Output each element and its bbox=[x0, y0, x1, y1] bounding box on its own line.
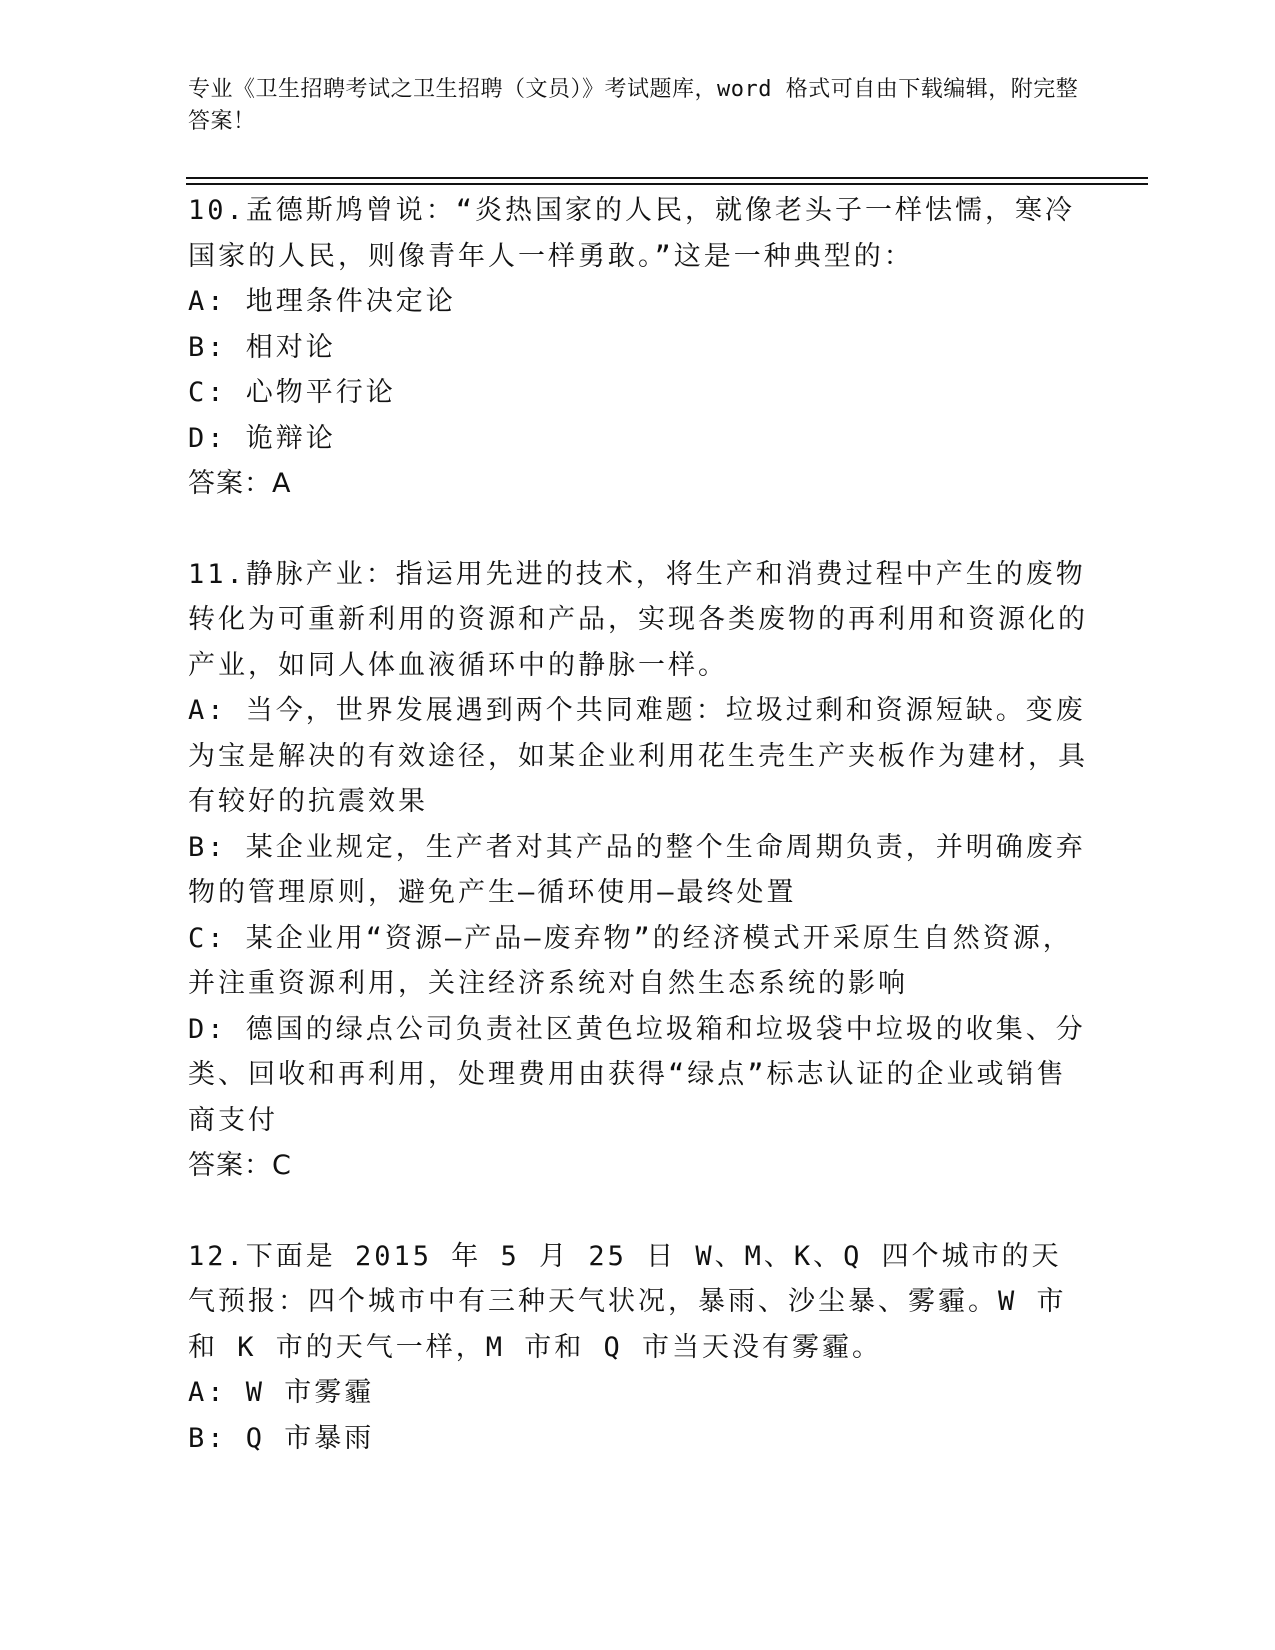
question-11 bbox=[188, 552, 1088, 1189]
option-b: B: Q 市暴雨 bbox=[188, 1422, 375, 1454]
option-c: C: 某企业用“资源—产品—废弃物”的经济模式开采原生自然资源，并注重资源利用，关注经济系统对自然生态系统的影响 bbox=[188, 922, 1073, 999]
question-stem: 10.孟德斯鸠曾说：“炎热国家的人民，就像老头子一样怯懦，寒冷国家的人民，则像青年人一样勇敢。”这是一种典型的： bbox=[188, 195, 1076, 272]
question-list bbox=[188, 188, 1088, 1461]
header-rule-bottom bbox=[186, 183, 1148, 185]
option-b: B: 相对论 bbox=[188, 331, 336, 363]
answer-line: 答案：A bbox=[188, 468, 292, 499]
document-header: 专业《卫生招聘考试之卫生招聘（文员）》考试题库，word 格式可自由下载编辑，附完整答案！ bbox=[188, 77, 1079, 134]
option-a: A: W 市雾霾 bbox=[188, 1377, 375, 1408]
question-stem: 11.静脉产业：指运用先进的技术，将生产和消费过程中产生的废物转化为可重新利用的资源和产品，实现各类废物的再利用和资源化的产业，如同人体血液循环中的静脉一样。 bbox=[188, 558, 1088, 681]
header-rule-top bbox=[186, 177, 1148, 179]
question-10 bbox=[188, 188, 1088, 507]
answer-line: 答案：C bbox=[188, 1150, 292, 1181]
option-b: B: 某企业规定，生产者对其产品的整个生命周期负责，并明确废弃物的管理原则，避免产生—循环使用—最终处置 bbox=[188, 831, 1086, 908]
question-12 bbox=[188, 1234, 1088, 1462]
option-d: D: 德国的绿点公司负责社区黄色垃圾箱和垃圾袋中垃圾的收集、分类、回收和再利用，处理费用由获得“绿点”标志认证的企业或销售商支付 bbox=[188, 1013, 1086, 1136]
option-c: C: 心物平行论 bbox=[188, 377, 396, 408]
option-d: D: 诡辩论 bbox=[188, 422, 336, 454]
question-stem: 12.下面是 2015 年 5 月 25 日 W、M、K、Q 四个城市的天气预报：四个城市中有三种天气状况，暴雨、沙尘暴、雾霾。W 市和 K 市的天气一样，M 市和 Q 市当天没有雾霾。 bbox=[188, 1240, 1067, 1363]
option-a: A: 地理条件决定论 bbox=[188, 286, 456, 317]
option-a: A: 当今，世界发展遇到两个共同难题：垃圾过剩和资源短缺。变废为宝是解决的有效途径，如某企业利用花生壳生产夹板作为建材，具有较好的抗震效果 bbox=[188, 695, 1088, 817]
